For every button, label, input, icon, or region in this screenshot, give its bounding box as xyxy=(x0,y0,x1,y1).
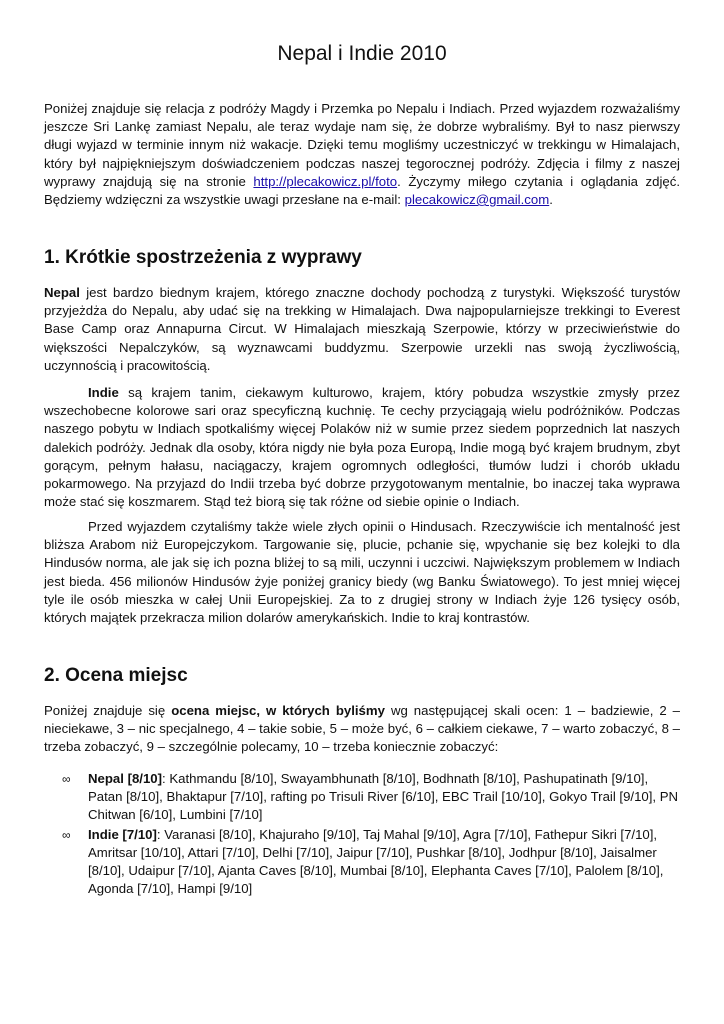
nepal-paragraph-text: jest bardzo biednym krajem, którego znaczne dochody pochodzą z turystyki. Większość turystów przyjeżdża do Nepalu, aby udać się na trekking w Himalajach. Dwa najpopularniejsze trekkingi to Everest Base Camp oraz Annapurna Circut. W Himalajach mieszkają Szerpowie, którzy w przeciwieństwie do większości Nepalczyków, są wyznawcami buddyzmu. Szerpowie urzekli nas swoją życzliwością, uczynnością i pracowitością. xyxy=(44,285,680,373)
section2-heading: 2. Ocena miejsc xyxy=(44,665,188,686)
intro-text-3: . xyxy=(549,192,553,208)
section1-paragraph-indie xyxy=(44,384,680,511)
indie-paragraph-text: są krajem tanim, ciekawym kulturowo, krajem, który pobudza wszystkie zmysły przez wszechobecne kolorowe sari oraz specyficzną kuchnię. Te cechy przyciągają wielu podróżników. Podczas naszego pobytu w Indiach spotkaliśmy więcej Polaków niż w sumie przez siedem poprzednich lat naszych dalekich podróży. Jednak dla osoby, która nigdy nie była poza Europą, Indie mogą być krajem brudnym, zbyt gorącym, pełnym hałasu, naciągaczy, krajem ogromnych odległości, tłumów ludzi i chorób układu pokarmowego. Na przyjazd do Indii trzeba być dobrze przygotowanym mentalnie, bo inaczej taka wyprawa może stać się koszmarem. Stąd też biorą się tak różne od siebie opinie o Indiach. xyxy=(44,385,680,510)
rating-places-text: : Kathmandu [8/10], Swayambhunath [8/10], Bodhnath [8/10], Pashupatinath [9/10], Patan [8/10], Bhaktapur [7/10], rafting po Trisuli River [6/10], EBC Trail [10/10], Gokyo Trail [9/10], PN Chitwan [6/10], Lumbini [7/10] xyxy=(88,771,679,823)
intro-text-2: . Życzymy miłego czytania i oglądania zdjęć. Będziemy wdzięczni za wszystkie uwagi przesłane na e-mail: xyxy=(44,173,680,208)
section1-paragraph-nepal xyxy=(44,284,680,375)
section1-heading: 1. Krótkie spostrzeżenia z wyprawy xyxy=(44,247,362,268)
rating-places-text: : Varanasi [8/10], Khajuraho [9/10], Taj Mahal [9/10], Agra [7/10], Fathepur Sikri [7/10], Amritsar [10/10], Attari [7/10], Delhi [7/10], Jaipur [7/10], Pushkar [8/10], Jodhpur [8/10], Jaisalmer [8/10], Udaipur [7/10], Ajanta Caves [8/10], Mumbai [8/10], Elephanta Caves [7/10], Palolem [8/10], Agonda [7/10], Hampi [9/10] xyxy=(88,826,664,897)
list-item xyxy=(62,770,682,825)
scale-text-1: Poniżej znajduje się xyxy=(44,703,172,718)
photo-gallery-link[interactable]: http://plecakowicz.pl/foto xyxy=(253,173,398,189)
intro-paragraph xyxy=(44,100,680,209)
rating-country-label: Nepal [8/10] xyxy=(88,771,163,786)
list-item xyxy=(62,826,682,899)
indie-bold-label: Indie xyxy=(88,385,119,400)
infinity-bullet-icon: ∞ xyxy=(62,772,71,786)
scale-text-2: wg następującej skali ocen: 1 – badziewie, 2 – nieciekawe, 3 – nic specjalnego, 4 – takie sobie, 5 – może być, 6 – całkiem ciekawe, 7 – warto zobaczyć, 8 – trzeba zobaczyć, 9 – szczególnie polecamy, 10 – trzeba koniecznie zobaczyć: xyxy=(44,703,681,755)
infinity-bullet-icon: ∞ xyxy=(62,827,71,842)
ratings-list xyxy=(62,770,682,899)
scale-bold-text: ocena miejsc, w których byliśmy xyxy=(171,703,385,718)
section1-paragraph-hindusi: Przed wyjazdem czytaliśmy także wiele złych opinii o Hindusach. Rzeczywiście ich mentalność jest bliższa Arabom niż Europejczykom. Targowanie się, plucie, pchanie się, wpychanie się bez kolejki to dla Hindusów norma, ale jak się ich pozna bliżej to są mili, uczynni i uczciwi. Największym problemem w Indiach jest bieda. 456 milionów Hindusów żyje poniżej granicy biedy (wg Banku Światowego). To jest mniej więcej tyle ile osób mieszka w całej Unii Europejskiej. Za to z drugiej strony w Indiach żyje 126 tysięcy osób, których majątek przekracza milion dolarów amerykańskich. Indie to kraj kontrastów. xyxy=(44,519,680,626)
intro-text-1: Poniżej znajduje się relacja z podróży Magdy i Przemka po Nepalu i Indiach. Przed wyjazdem rozważaliśmy jeszcze Sri Lankę zamiast Nepalu, ale teraz wydaje nam się, że dobrze wybraliśmy. Był to nasz pierwszy długi wyjazd w terminie innym niż wakacje. Dzięki temu mogliśmy uczestniczyć w trekkingu w Himalajach, który był najpiękniejszym doświadczeniem podczas naszej tegorocznej podróży. Zdjęcia i filmy z naszej wyprawy znajdują się na stronie xyxy=(44,101,680,189)
document-title: Nepal i Indie 2010 xyxy=(277,42,447,65)
rating-country-label: Indie [7/10] xyxy=(88,826,157,842)
section2-paragraph-scale xyxy=(44,702,680,757)
nepal-bold-label: Nepal xyxy=(44,285,80,300)
email-link[interactable]: plecakowicz@gmail.com xyxy=(404,192,550,208)
